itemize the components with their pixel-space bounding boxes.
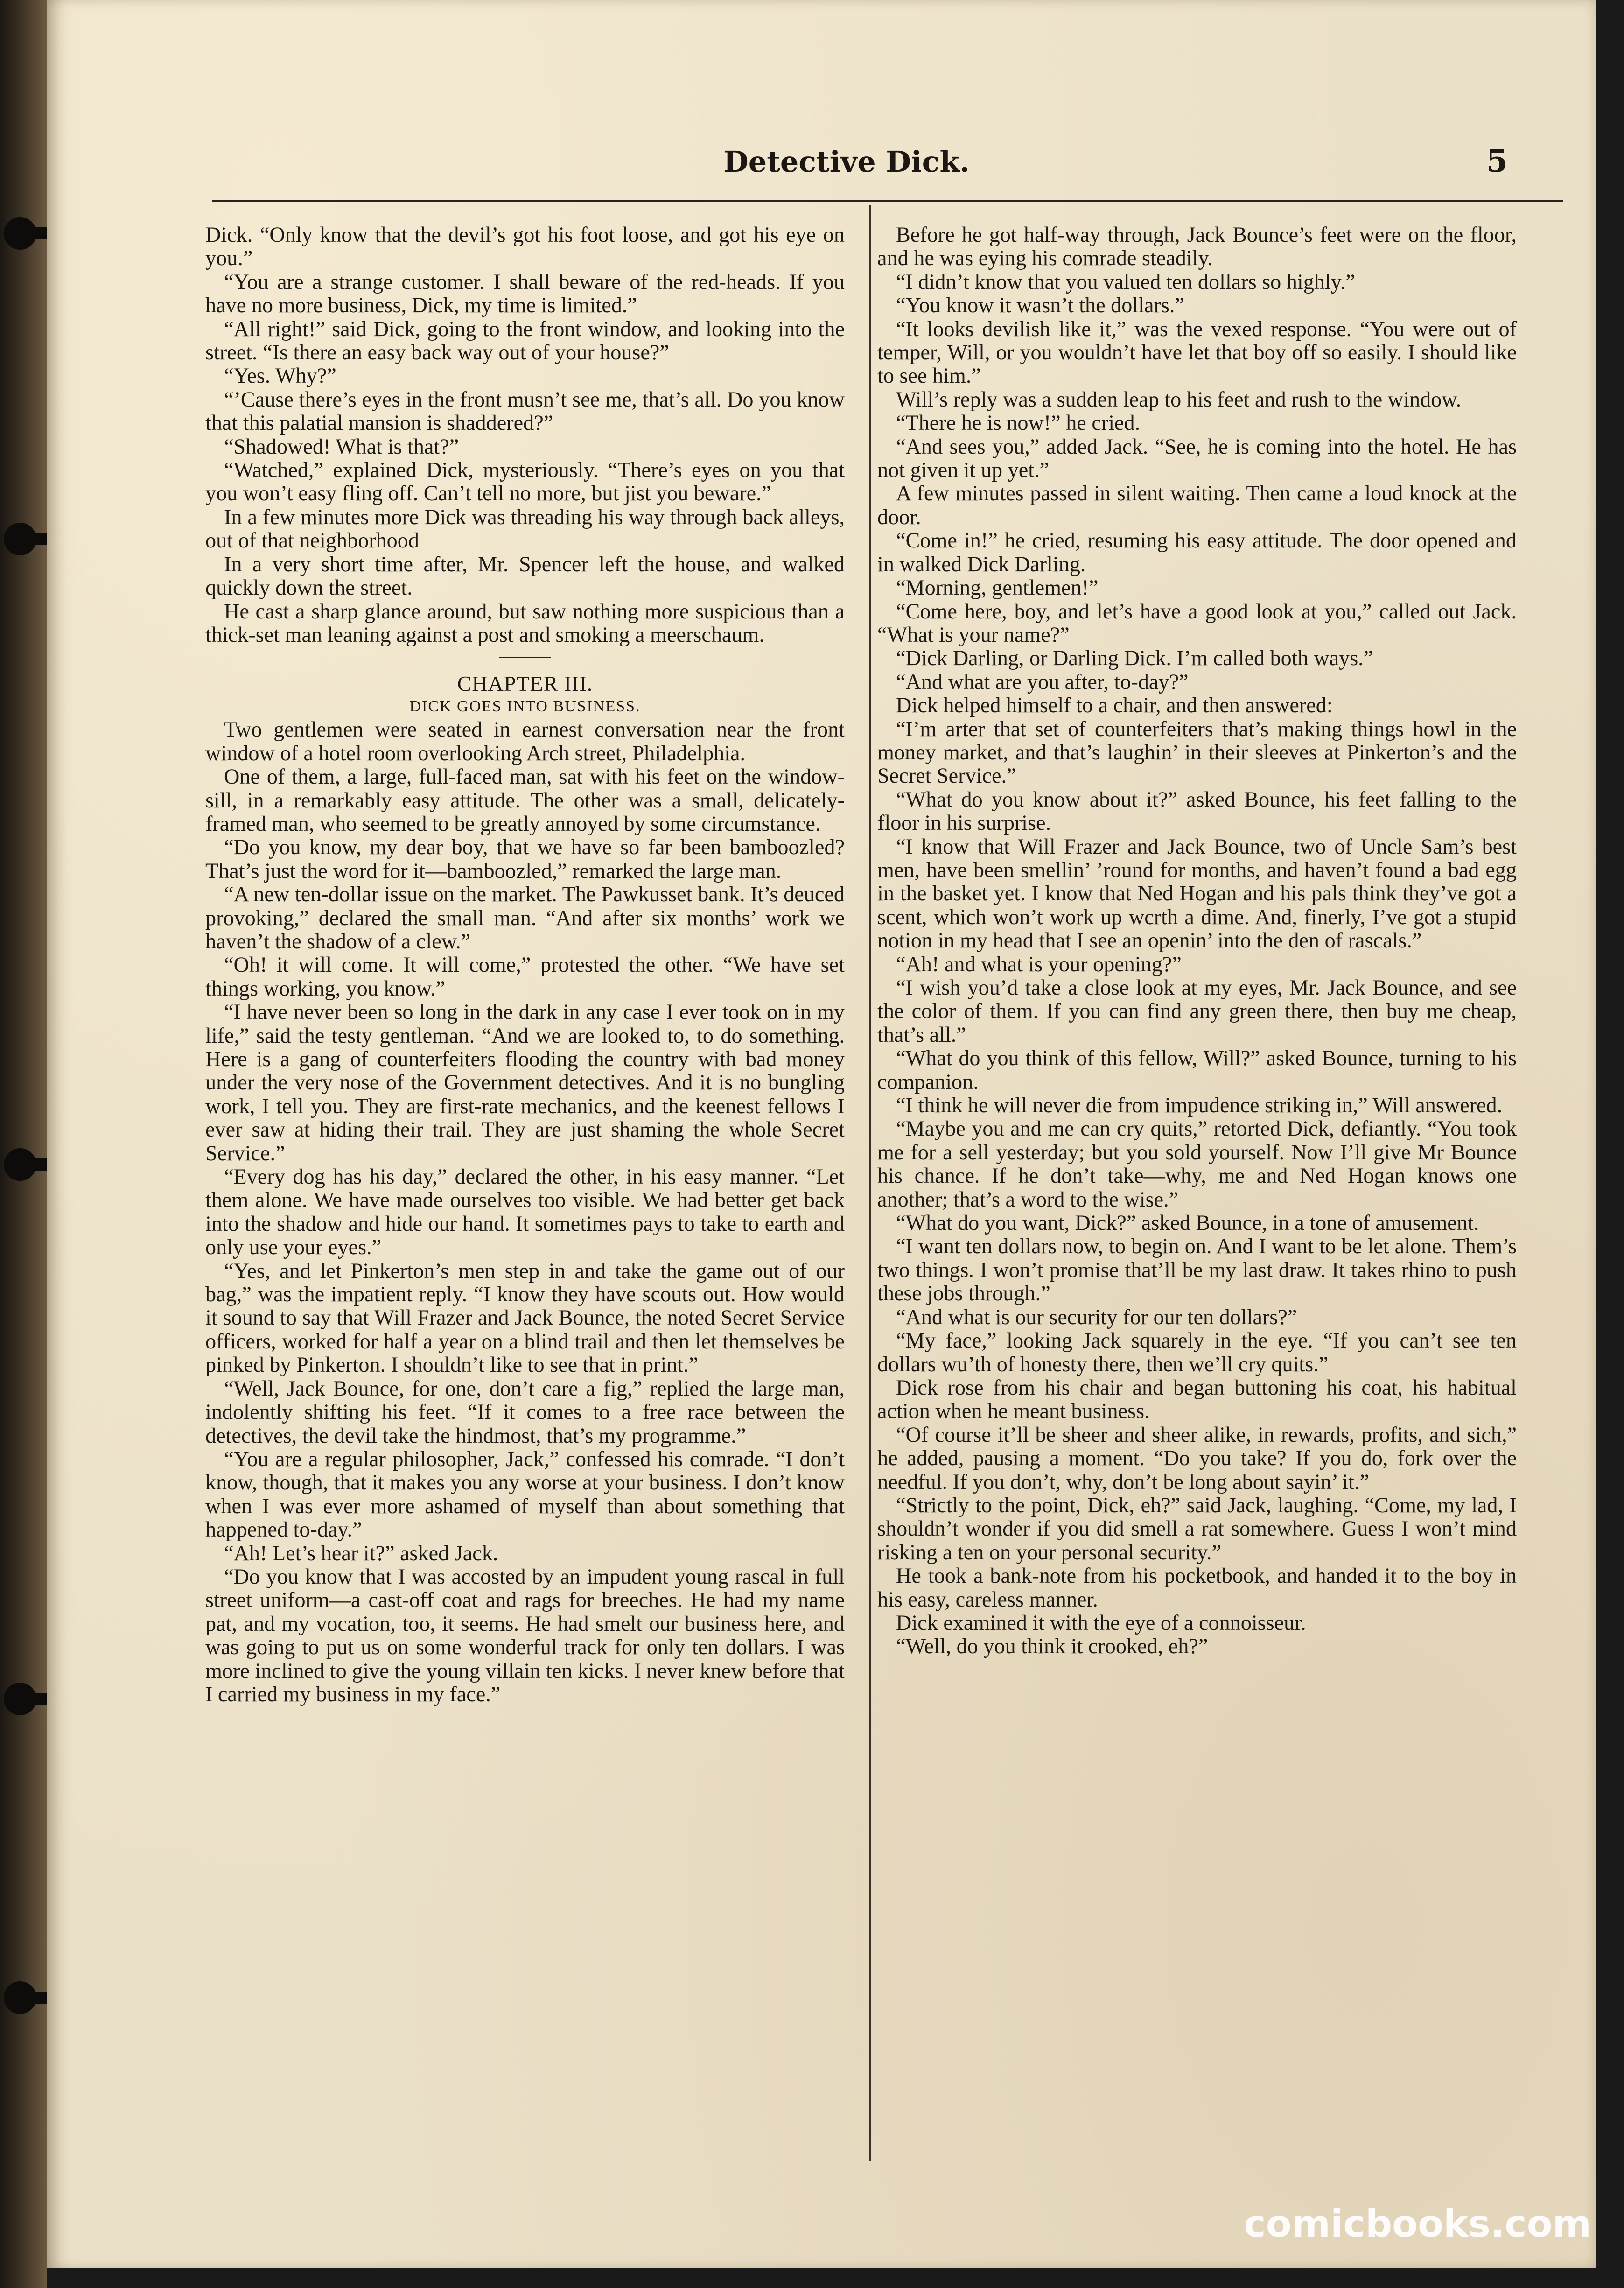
paragraph: He cast a sharp glance around, but saw nothing more suspicious than a thick-set man leaning against a post and smoking a meerschaum. bbox=[205, 599, 845, 646]
paragraph: “I know that Will Frazer and Jack Bounce, two of Uncle Sam’s best men, have been smellin’ ’round for months, and haven’t found a bad egg in the basket yet. I know that Ned Hogan and his pals think they’ve got a scent, which won’t work up wcrth a dime. And, finerly, I’ve got a stupid notion in my head that I see an openin’ into the den of rascals.” bbox=[877, 834, 1517, 953]
paragraph: “There he is now!” he cried. bbox=[896, 411, 1141, 435]
page-number: 5 bbox=[1486, 143, 1508, 179]
paragraph: “I wish you’d take a close look at my eyes, Mr. Jack Bounce, and see the color of them. If you can find any green there, then buy me cheap, that’s all.” bbox=[877, 976, 1517, 1046]
paragraph: “What do you think of this fellow, Will?” asked Bounce, turning to his companion. bbox=[877, 1046, 1517, 1094]
paragraph: “All right!” said Dick, going to the front window, and looking into the street. “Is there an easy back way out of your house?” bbox=[205, 316, 845, 365]
paragraph: “I have never been so long in the dark in any case I ever took on in my life,” said the testy gentleman. “And we are looked to, to do something. Here is a gang of counterfeiters flooding the country with bad money under the very nose of the Government detectives. And it is no bungling work, I tell you. They are first-rate mechanics, and the keenest fellows I ever saw at hiding their trail. They are just shaming the whole Secret Service.” bbox=[205, 1000, 845, 1165]
paragraph: “Watched,” explained Dick, mysteriously. “There’s eyes on you that you won’t easy fling off. Can’t tell no more, but jist you beware.” bbox=[205, 458, 845, 505]
page-header bbox=[47, 135, 1596, 201]
paragraph: One of them, a large, full-faced man, sat with his feet on the window-sill, in a remarkably easy attitude. The other was a small, delicately-framed man, who seemed to be greatly annoyed by some circumstance. bbox=[205, 765, 845, 835]
paragraph: “Yes, and let Pinkerton’s men step in and take the game out of our bag,” was the impatient reply. “I know they have scouts out. How would it sound to say that Will Frazer and Jack Bounce, the noted Secret Service officers, worked for half a year on a blind trail and then let themselves be pinked by Pinkerton. I shouldn’t like to see that in print.” bbox=[205, 1258, 845, 1377]
paragraph: In a few minutes more Dick was threading his way through back alleys, out of that neighborhood bbox=[205, 505, 845, 553]
right-column bbox=[877, 223, 1517, 1658]
running-title: Detective Dick. bbox=[723, 145, 970, 179]
paragraph: “Morning, gentlemen!” bbox=[896, 576, 1099, 600]
paragraph: “Ah! Let’s hear it?” asked Jack. bbox=[224, 1541, 498, 1565]
paragraph: “You are a strange customer. I shall beware of the red-heads. If you have no more business, Dick, my time is limited.” bbox=[205, 269, 845, 317]
chapter-title: CHAPTER III. bbox=[457, 672, 593, 696]
header-rule bbox=[212, 200, 1563, 202]
paragraph: In a very short time after, Mr. Spencer left the house, and walked quickly down the street. bbox=[205, 552, 845, 600]
book-binding bbox=[0, 0, 47, 2288]
paragraph: “Do you know that I was accosted by an impudent young rascal in full street uniform—a cast-off coat and rags for breeches. He had my name pat, and my vocation, too, it seems. He had smelt our business here, and was going to put us on some wonderful track for only ten dollars. I was more inclined to give the young villain ten kicks. I never knew before that I carried my business in my face.” bbox=[205, 1564, 845, 1706]
paragraph: “What do you know about it?” asked Bounce, his feet falling to the floor in his surprise. bbox=[877, 787, 1517, 835]
paragraph: Dick. “Only know that the devil’s got his foot loose, and got his eye on you.” bbox=[205, 223, 845, 270]
paragraph: “Maybe you and me can cry quits,” retorted Dick, defiantly. “You took me for a sell yesterday; but you sold yourself. Now I’ll give Mr Bounce his chance. If he don’t take—why, me and Ned Hogan knows one another; that’s a word to the wise.” bbox=[877, 1116, 1517, 1211]
paragraph: “I want ten dollars now, to begin on. And I want to be let alone. Them’s two things. I won’t promise that’ll be my last draw. It takes rhino to push these jobs through.” bbox=[877, 1234, 1517, 1305]
paragraph: “Come in!” he cried, resuming his easy attitude. The door opened and in walked Dick Darling. bbox=[877, 528, 1517, 576]
paragraph: A few minutes passed in silent waiting. Then came a loud knock at the door. bbox=[877, 481, 1517, 529]
paragraph: Dick helped himself to a chair, and then answered: bbox=[896, 693, 1333, 717]
binding-stitch bbox=[4, 1148, 36, 1181]
paragraph: “Dick Darling, or Darling Dick. I’m called both ways.” bbox=[896, 646, 1373, 670]
paragraph: “Oh! it will come. It will come,” protested the other. “We have set things working, you know.” bbox=[205, 953, 845, 1000]
paragraph: “Shadowed! What is that?” bbox=[224, 434, 459, 458]
left-column-text-after bbox=[205, 718, 845, 1706]
binding-stitch bbox=[4, 217, 36, 250]
paragraph: “It looks devilish like it,” was the vexed response. “You were out of temper, Will, or you wouldn’t have let that boy off so easily. I should like to see him.” bbox=[877, 316, 1517, 388]
paragraph: “Well, do you think it crooked, eh?” bbox=[896, 1634, 1208, 1658]
paragraph: “Every dog has his day,” declared the other, in his easy manner. “Let them alone. We have made ourselves too visible. We had better get back into the shadow and hide our hand. It sometimes pays to take to earth and only use your eyes.” bbox=[205, 1165, 845, 1259]
paragraph: “’Cause there’s eyes in the front musn’t see me, that’s all. Do you know that this palatial mansion is shaddered?” bbox=[205, 387, 845, 435]
paragraph: Will’s reply was a sudden leap to his feet and rush to the window. bbox=[896, 387, 1462, 411]
paragraph: Dick rose from his chair and began buttoning his coat, his habitual action when he meant business. bbox=[877, 1375, 1517, 1423]
paragraph: “I didn’t know that you valued ten dollars so highly.” bbox=[896, 269, 1355, 294]
binding-stitch bbox=[4, 1683, 36, 1715]
binding-stitch bbox=[4, 1981, 36, 2014]
column-divider bbox=[869, 205, 871, 2161]
paragraph: “Well, Jack Bounce, for one, don’t care a fig,” replied the large man, indolently shifting his feet. “If it comes to a free race between the detectives, the devil take the hindmost, that’s my programme.” bbox=[205, 1376, 845, 1447]
binding-stitch bbox=[4, 523, 36, 555]
book-page bbox=[47, 0, 1596, 2268]
paragraph: “And sees you,” added Jack. “See, he is coming into the hotel. He has not given it up yet.” bbox=[877, 434, 1517, 482]
paragraph: “And what is our security for our ten dollars?” bbox=[896, 1305, 1297, 1329]
chapter-rule bbox=[499, 657, 551, 658]
paragraph: “Yes. Why?” bbox=[224, 364, 336, 388]
paragraph: “My face,” looking Jack squarely in the eye. “If you can’t see ten dollars wu’th of honesty there, then we’ll cry quits.” bbox=[877, 1328, 1517, 1376]
paragraph: “A new ten-dollar issue on the market. The Pawkusset bank. It’s deuced provoking,” declared the small man. “And after six months’ work we haven’t the shadow of a clew.” bbox=[205, 882, 845, 953]
paragraph: “I think he will never die from impudence striking in,” Will answered. bbox=[896, 1093, 1503, 1117]
paragraph: Dick examined it with the eye of a connoisseur. bbox=[896, 1610, 1306, 1635]
paragraph: “Of course it’ll be sheer and sheer alike, in rewards, profits, and sich,” he added, pausing a moment. “Do you take? If you do, fork over the needful. If you don’t, why, don’t be long about sayin’ it.” bbox=[877, 1422, 1517, 1494]
paragraph: “What do you want, Dick?” asked Bounce, in a tone of amusement. bbox=[896, 1211, 1479, 1235]
left-column-text-before bbox=[205, 223, 845, 646]
paragraph: “I’m arter that set of counterfeiters that’s making things howl in the money market, and that’s laughin’ in their sleeves at Pinkerton’s and the Secret Service.” bbox=[877, 716, 1517, 788]
left-column bbox=[205, 223, 845, 1706]
paragraph: Two gentlemen were seated in earnest conversation near the front window of a hotel room overlooking Arch street, Philadelphia. bbox=[205, 717, 845, 765]
paragraph: He took a bank-note from his pocketbook, and handed it to the boy in his easy, careless manner. bbox=[877, 1564, 1517, 1611]
paragraph: “Do you know, my dear boy, that we have so far been bamboozled? That’s just the word for it—bamboozled,” remarked the large man. bbox=[205, 835, 845, 883]
paragraph: Before he got half-way through, Jack Bounce’s feet were on the floor, and he was eying his comrade steadily. bbox=[877, 223, 1517, 270]
paragraph: “You are a regular philosopher, Jack,” confessed his comrade. “I don’t know, though, that it makes you any worse at your business. I don’t know when I was ever more ashamed of myself than about something that happened to-day.” bbox=[205, 1446, 845, 1542]
site-watermark: comicbooks.com bbox=[1244, 2202, 1591, 2246]
paragraph: “And what are you after, to-day?” bbox=[896, 669, 1189, 694]
paragraph: “You know it wasn’t the dollars.” bbox=[896, 293, 1184, 317]
paragraph: “Strictly to the point, Dick, eh?” said Jack, laughing. “Come, my lad, I shouldn’t wonder if you did smell a rat somewhere. Guess I won’t mind risking a ten on your personal security.” bbox=[877, 1493, 1517, 1564]
paragraph: “Come here, boy, and let’s have a good look at you,” called out Jack. “What is your name?” bbox=[877, 599, 1517, 646]
paragraph: “Ah! and what is your opening?” bbox=[896, 952, 1182, 976]
chapter-subtitle: DICK GOES INTO BUSINESS. bbox=[409, 698, 641, 716]
